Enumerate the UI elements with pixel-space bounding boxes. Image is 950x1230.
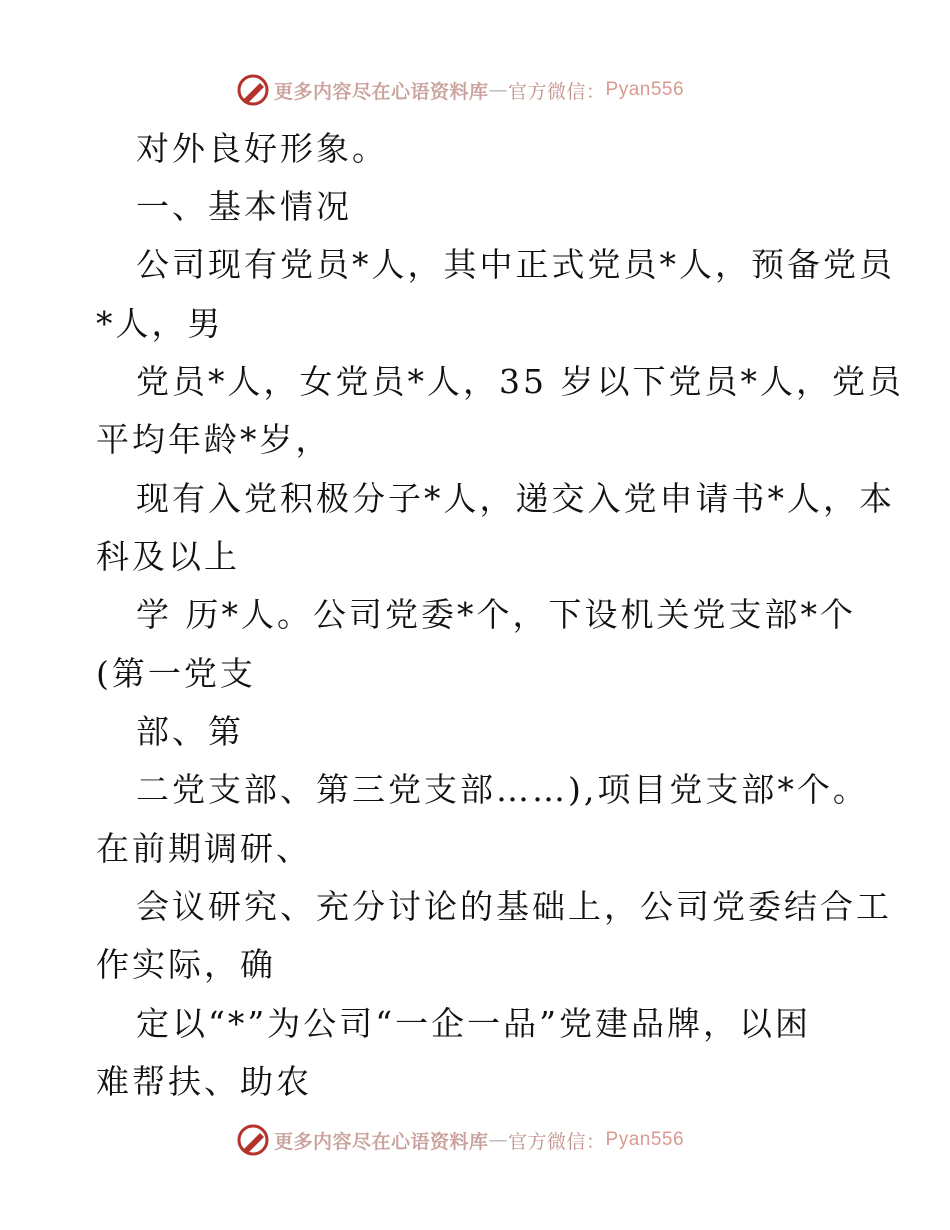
- text-line: 作实际，确: [96, 945, 276, 984]
- text-line: 在前期调研、: [96, 829, 312, 868]
- text-line: 对外良好形象。: [136, 129, 388, 168]
- pen-logo-icon: [236, 1123, 270, 1157]
- text-line: 科及以上: [96, 537, 240, 576]
- text-line: 定以“*”为公司“一企一品”党建品牌，以困: [136, 1004, 811, 1043]
- watermark-separator: —: [488, 79, 509, 101]
- text-line: 党员*人，女党员*人，35 岁以下党员*人，党员: [136, 362, 904, 401]
- watermark-main-text: 更多内容尽在心语资料库: [274, 1130, 489, 1153]
- text-line: 公司现有党员*人，其中正式党员*人，预备党员: [136, 245, 895, 284]
- text-line: (第一党支: [96, 654, 256, 693]
- watermark-account: Pyan556: [605, 79, 685, 100]
- watermark-separator: —: [488, 1129, 509, 1151]
- text-line: 二党支部、第三党支部……),项目党支部*个。: [136, 770, 869, 809]
- watermark-main-text: 更多内容尽在心语资料库: [274, 80, 489, 103]
- text-line: 部、第: [136, 712, 244, 751]
- text-line: 会议研究、充分讨论的基础上，公司党委结合工: [136, 887, 892, 926]
- text-line: 难帮扶、助农: [96, 1062, 312, 1101]
- watermark-wechat-label: 官方微信：: [508, 1130, 606, 1153]
- text-line: 平均年龄*岁，: [96, 420, 332, 459]
- text-line: 学 历*人。公司党委*个，下设机关党支部*个: [136, 595, 856, 634]
- watermark-account: Pyan556: [605, 1129, 685, 1150]
- text-line: *人，男: [96, 304, 224, 343]
- watermark-footer: [236, 1123, 684, 1157]
- watermark-wechat-label: 官方微信：: [508, 80, 606, 103]
- text-line: 现有入党积极分子*人，递交入党申请书*人，本: [136, 479, 895, 518]
- section-heading: 一、基本情况: [136, 187, 352, 226]
